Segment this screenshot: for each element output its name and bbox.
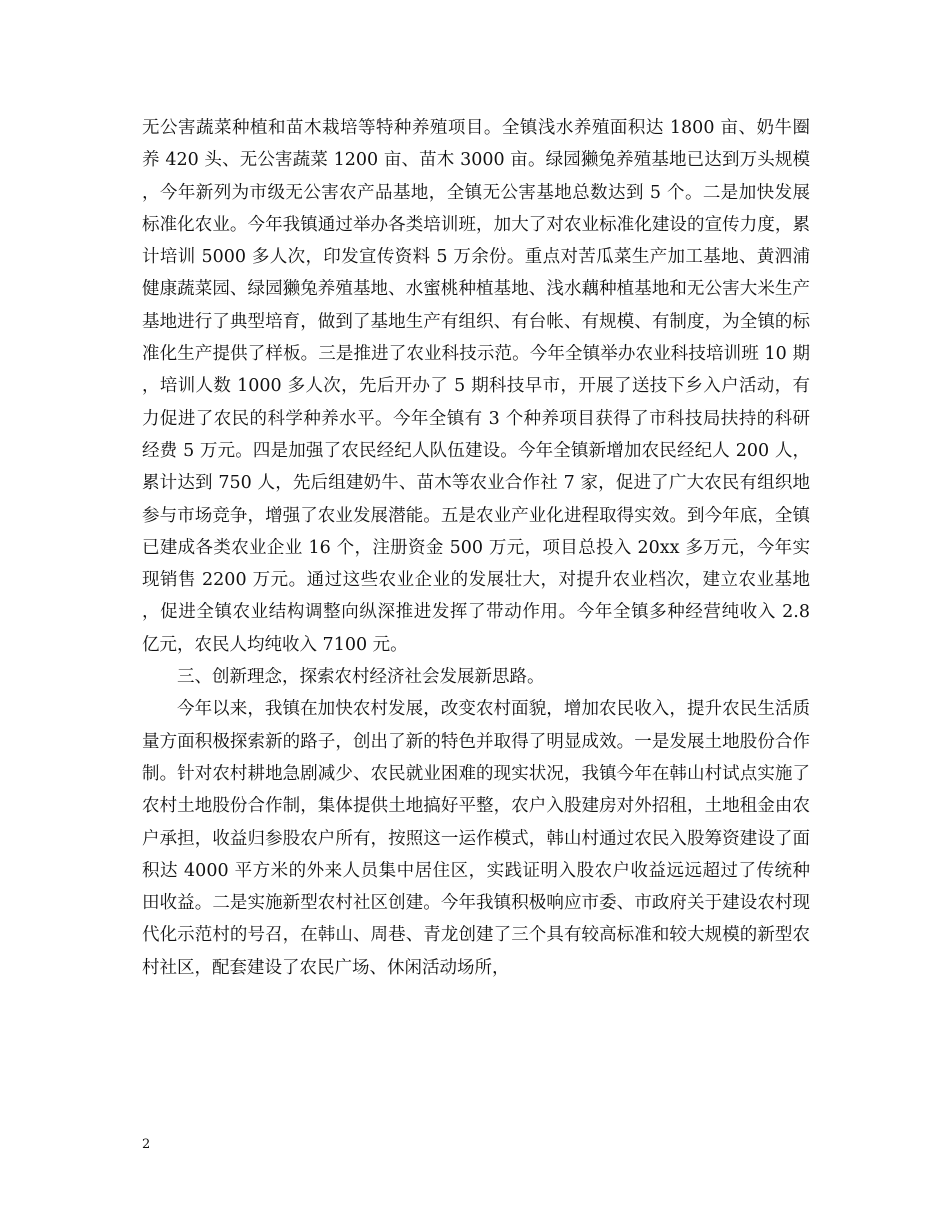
- section-heading-innovation: 三、创新理念，探索农村经济社会发展新思路。: [177, 667, 545, 688]
- paragraph-agriculture-projects: 无公害蔬菜种植和苗木栽培等特种养殖项目。全镇浅水养殖面积达 1800 亩、奶牛圈养 420 头、无公害蔬菜 1200 亩、苗木 3000 亩。绿园獭兔养殖基地已达到万头规模，今年新列为市级无公害农产品基地，全镇无公害基地总数达到 5 个。二是加快发展标准化农业。今年我镇通过举办各类培训班，加大了对农业标准化建设的宣传力度，累计培训 5000 多人次，印发宣传资料 5 万余份。重点对苦瓜菜生产加工基地、黄泗浦健康蔬菜园、绿园獭兔养殖基地、水蜜桃种植基地、浅水藕种植基地和无公害大米生产基地进行了典型培育，做到了基地生产有组织、有台帐、有规模、有制度，为全镇的标准化生产提供了样板。三是推进了农业科技示范。今年全镇举办农业科技培训班 10 期，培训人数 1000 多人次，先后开办了 5 期科技早市，开展了送技下乡入户活动，有力促进了农民的科学种养水平。今年全镇有 3 个种养项目获得了市科技局扶持的科研经费 5 万元。四是加强了农民经纪人队伍建设。今年全镇新增加农民经纪人 200 人，累计达到 750 人，先后组建奶牛、苗木等农业合作社 7 家，促进了广大农民有组织地参与市场竞争，增强了农业发展潜能。五是农业产业化进程取得实效。到今年底，全镇已建成各类农业企业 16 个，注册资金 500 万元，项目总投入 20xx 多万元，今年实现销售 2200 万元。通过这些农业企业的发展壮大，对提升农业档次，建立农业基地，促进全镇农业结构调整向纵深推进发挥了带动作用。今年全镇多种经营纯收入 2.8 亿元，农民人均纯收入 7100 元。: [142, 118, 810, 655]
- body-text: [142, 112, 810, 984]
- page-number: 2: [142, 1137, 151, 1152]
- paragraph-rural-development: 今年以来，我镇在加快农村发展，改变农村面貌，增加农民收入，提升农民生活质量方面积极探索新的路子，创出了新的特色并取得了明显成效。一是发展土地股份合作制。针对农村耕地急剧减少、农民就业困难的现实状况，我镇今年在韩山村试点实施了农村土地股份合作制，集体提供土地搞好平整，农户入股建房对外招租，土地租金由农户承担，收益归参股农户所有，按照这一运作模式，韩山村通过农民入股筹资建设了面积达 4000 平方米的外来人员集中居住区，实践证明入股农户收益远远超过了传统种田收益。二是实施新型农村社区创建。今年我镇积极响应市委、市政府关于建设农村现代化示范村的号召，在韩山、周巷、青龙创建了三个具有较高标准和较大规模的新型农村社区，配套建设了农民广场、休闲活动场所，: [142, 699, 810, 978]
